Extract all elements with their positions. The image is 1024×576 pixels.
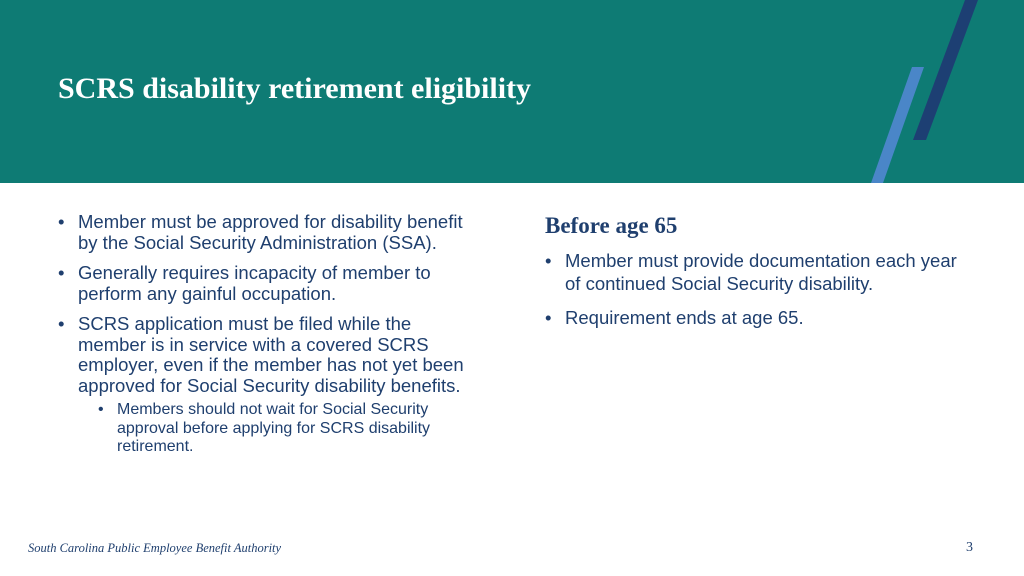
bullet-item: • Member must be approved for disability benefit by the Social Security Administration (SSA).: [58, 212, 478, 253]
header-banner: [0, 0, 1024, 183]
section-heading: Before age 65: [545, 213, 678, 238]
footer-text: South Carolina Public Employee Benefit Authority: [28, 541, 282, 555]
bullet-text: SCRS application must be filed while the member is in service with a covered SCRS employer, even if the member has not yet been approved for Social Security disability benefits.: [78, 313, 464, 396]
bullet-item: • Member must provide documentation each year of continued Social Security disability.: [545, 249, 965, 295]
right-bullet-list: [545, 249, 965, 329]
right-column: [545, 213, 965, 340]
bullet-item: • Requirement ends at age 65.: [545, 306, 965, 329]
left-column: [58, 212, 478, 467]
bullet-item: [58, 314, 478, 457]
left-bullet-list: [58, 212, 478, 457]
bullet-item: • Generally requires incapacity of member to perform any gainful occupation.: [58, 263, 478, 304]
light-blue-stripe: [871, 67, 924, 183]
sub-bullet-item: • Members should not wait for Social Security approval before applying for SCRS disability retirement.: [98, 401, 478, 457]
slide-title: SCRS disability retirement eligibility: [58, 72, 532, 105]
sub-bullet-list: [78, 401, 478, 457]
page-number: 3: [966, 540, 973, 555]
